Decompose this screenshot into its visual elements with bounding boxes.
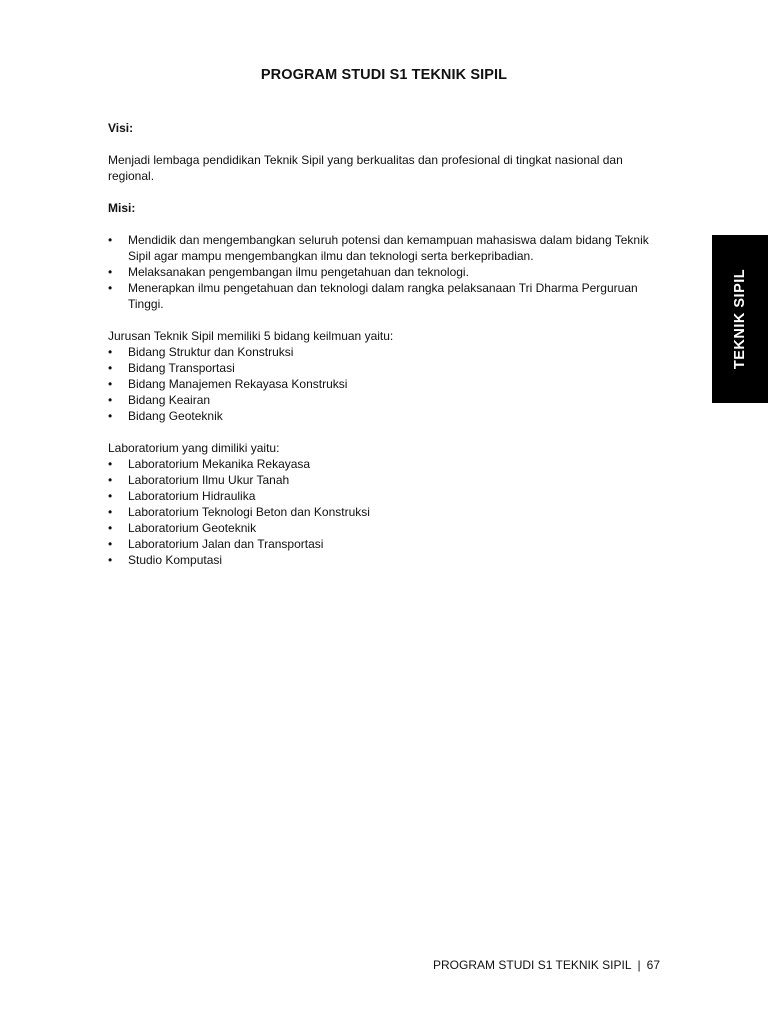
- laboratorium-item: • Studio Komputasi: [108, 552, 668, 568]
- spacer: [108, 184, 668, 200]
- misi-heading: Misi:: [108, 201, 136, 215]
- bidang-intro: Jurusan Teknik Sipil memiliki 5 bidang keilmuan yaitu:: [108, 329, 394, 343]
- visi-heading: Visi:: [108, 121, 134, 135]
- bidang-item: • Bidang Manajemen Rekayasa Konstruksi: [108, 376, 668, 392]
- bidang-item: • Bidang Struktur dan Konstruksi: [108, 344, 668, 360]
- laboratorium-item: • Laboratorium Teknologi Beton dan Konstruksi: [108, 504, 668, 520]
- spacer: [108, 424, 668, 440]
- laboratorium-item: • Laboratorium Ilmu Ukur Tanah: [108, 472, 668, 488]
- laboratorium-item: • Laboratorium Mekanika Rekayasa: [108, 456, 668, 472]
- laboratorium-intro: Laboratorium yang dimiliki yaitu:: [108, 441, 280, 455]
- misi-item: • Mendidik dan mengembangkan seluruh potensi dan kemampuan mahasiswa dalam bidang Teknik Sipil agar mampu mengembangkan ilmu dan teknologi serta berkepribadian.: [108, 232, 668, 264]
- section-side-tab: [712, 235, 768, 403]
- side-tab-label: TEKNIK SIPIL: [732, 268, 748, 370]
- footer-running-title: PROGRAM STUDI S1 TEKNIK SIPIL: [433, 958, 632, 972]
- laboratorium-item: • Laboratorium Geoteknik: [108, 520, 668, 536]
- misi-item: • Menerapkan ilmu pengetahuan dan teknologi dalam rangka pelaksanaan Tri Dharma Perguruan Tinggi.: [108, 280, 668, 312]
- bidang-item: • Bidang Transportasi: [108, 360, 668, 376]
- bidang-list: [108, 344, 668, 424]
- laboratorium-list: [108, 456, 668, 568]
- laboratorium-item: • Laboratorium Jalan dan Transportasi: [108, 536, 668, 552]
- bidang-item: • Bidang Geoteknik: [108, 408, 668, 424]
- page-footer: [433, 958, 660, 972]
- bidang-item: • Bidang Keairan: [108, 392, 668, 408]
- laboratorium-item: • Laboratorium Hidraulika: [108, 488, 668, 504]
- spacer: [108, 312, 668, 328]
- misi-list: [108, 232, 668, 312]
- misi-item: • Melaksanakan pengembangan ilmu pengetahuan dan teknologi.: [108, 264, 668, 280]
- footer-separator: |: [637, 958, 641, 972]
- page-title: PROGRAM STUDI S1 TEKNIK SIPIL: [260, 67, 508, 83]
- page-number: 67: [646, 958, 660, 972]
- document-body: [108, 120, 668, 568]
- spacer: [108, 216, 668, 232]
- spacer: [108, 136, 668, 152]
- visi-text: Menjadi lembaga pendidikan Teknik Sipil yang berkualitas dan profesional di tingkat nasional dan regional.: [108, 153, 623, 183]
